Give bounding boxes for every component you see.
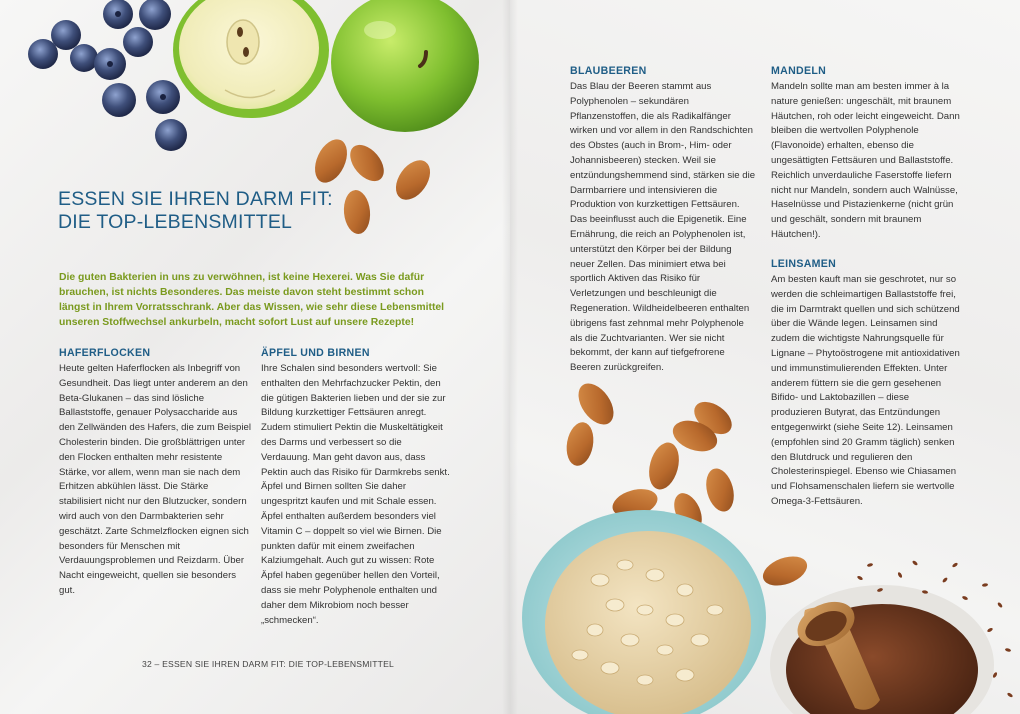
section-heading: MANDELN	[771, 65, 827, 77]
section-leinsamen	[771, 257, 961, 510]
page-gutter	[502, 0, 518, 714]
section-aepfel-und-birnen	[261, 346, 453, 628]
section-text: Heute gelten Haferflocken als Inbegriff von Gesundheit. Das liegt unter anderem an den Beta-Glukanen – das sind lösliche Ballaststoffe, genauer Polysaccharide aus den Zellwänden des Hafers, die zum Beispiel Cholesterin binden. Die großblättrigen unter den Flocken enthalten mehr resistente Stärke, vor allem, wenn man sie nach dem Erhitzen abkühlen lässt. Die Stärke stabilisiert nicht nur den Blutzucker, sondern wird auch von den Darmbakterien sehr geschätzt. Zarte Schmelzflocken eignen sich besonders für Menschen mit Verdauungsproblemen und Reizdarm. Über Nacht eingeweicht, quellen sie besonders gut.	[59, 363, 251, 596]
page-title	[58, 188, 333, 234]
section-mandeln	[771, 64, 961, 243]
page-title-line-1: ESSEN SIE IHREN DARM FIT:	[58, 188, 333, 210]
page-footer: 32 – ESSEN SIE IHREN DARM FIT: DIE TOP-LEBENSMITTEL	[142, 659, 394, 669]
page-title-line-2: DIE TOP-LEBENSMITTEL	[58, 211, 293, 233]
section-heading: ÄPFEL UND BIRNEN	[261, 347, 370, 359]
section-blaubeeren	[570, 64, 758, 376]
section-heading: BLAUBEEREN	[570, 65, 647, 77]
section-heading: HAFERFLOCKEN	[59, 347, 151, 359]
section-text: Ihre Schalen sind besonders wertvoll: Sie enthalten den Mehrfachzucker Pektin, den die gütigen Bakterien lieben und der sie zur Bildung kurzkettiger Fettsäuren anregt. Zudem stimuliert Pektin die Muskeltätigkeit des Darms und verbessert so die Verdauung. Man geht davon aus, dass Pektin auch das Risiko für Darmkrebs senkt. Äpfel und Birnen sollten Sie daher ungespritzt kaufen und mit Schale essen. Äpfel enthalten außerdem besonders viel Vitamin C – doppelt so viel wie Birnen. Die punkten dafür mit einem zweifachen Kalziumgehalt. Auch gut zu wissen: Rote Äpfel haben gegenüber hellen den Vorteil, dass sie mehr Polyphenole enthalten und daher dem Mikrobiom noch besser „schmecken“.	[261, 363, 450, 626]
section-text: Das Blau der Beeren stammt aus Polyphenolen – sekundären Pflanzenstoffen, die als Radikalfänger wirken und vor allem in den Randschichten des Obstes (auch in Brom-, Him- oder Johannisbeeren) stecken. Weil sie entzündungshemmend sind, stärken sie die Darmbarriere und intensivieren die Produktion von kurzkettigen Fettsäuren. Das beeinflusst auch die Epigenetik. Eine Ernährung, die reich an Polyphenolen ist, unterstützt den Körper bei der Bildung neuer Zellen. Das minimiert etwa bei sportlich Aktiven das Risiko für Verletzungen und beschleunigt die Regeneration. Wildheidelbeeren enthalten übrigens fast zehnmal mehr Polyphenole als die Zuchtvarianten. Wer sie nicht bekommt, der kann auf tiefgefrorene Beeren zurückgreifen.	[570, 81, 756, 374]
section-haferflocken	[59, 346, 251, 599]
intro-paragraph: Die guten Bakterien in uns zu verwöhnen, ist keine Hexerei. Was Sie dafür brauchen, ist nichts Besonderes. Das meiste davon steht bestimmt schon längst in Ihrem Vorratsschrank. Aber das Wissen, wie sehr diese Lebensmittel unseren Stoffwechsel ankurbeln, macht sofort Lust auf unsere Rezepte!	[59, 272, 445, 328]
section-text: Mandeln sollte man am besten immer à la nature genießen: ungeschält, mit braunem Häutchen, roh oder leicht eingeweicht. Dann bleiben die wertvollen Polyphenole (Flavonoide) erhalten, ebenso die ungesättigten Fettsäuren und Ballaststoffe. Reichlich unverdauliche Faserstoffe liefern nicht nur Mandeln, sondern auch Walnüsse, Haselnüsse und Pistazienkerne (nicht grün und geschält, sondern mit braunem Häutchen!).	[771, 81, 960, 240]
section-heading: LEINSAMEN	[771, 258, 837, 270]
section-text: Am besten kauft man sie geschrotet, nur so werden die schleimartigen Ballaststoffe frei, die im Darmtrakt quellen und sich schützend über die Wände legen. Leinsamen sind zudem die wichtigste Nahrungsquelle für Lignane – Phytoöstrogene mit antioxidativen und immunstimulierenden Effekten. Unter anderem füttern sie die gern gesehenen Bifido- und Laktobazillen – diese produzieren Butyrat, das Entzündungen entgegenwirkt (siehe Seite 12). Leinsamen (empfohlen sind 20 Gramm täglich) senken den Blutdruck und regulieren den Cholesterinspiegel. Ebenso wie Chiasamen und Flohsamenschalen liefern sie wertvolle Omega-3-Fettsäuren.	[771, 274, 960, 507]
